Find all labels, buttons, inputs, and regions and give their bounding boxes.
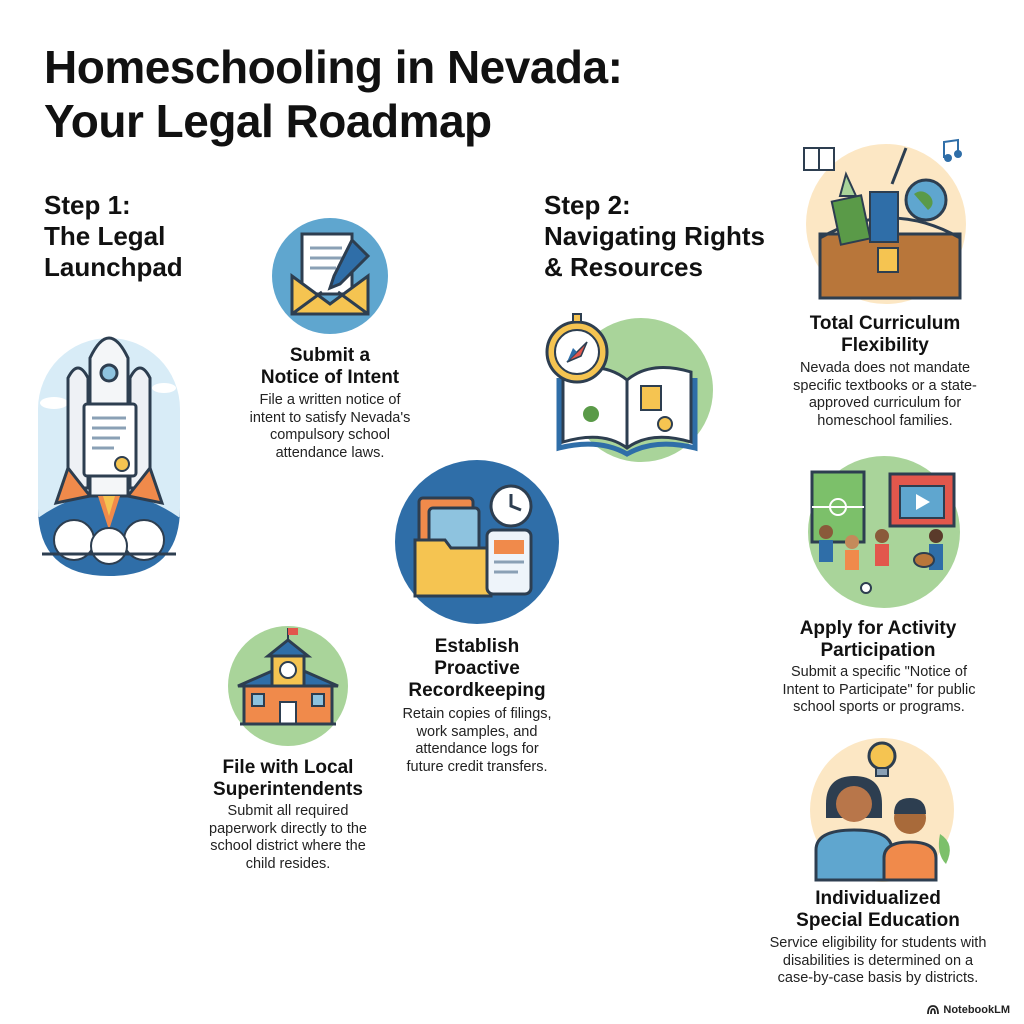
item-desc-notice-of-intent bbox=[230, 392, 430, 462]
item-desc-line: attendance logs for bbox=[415, 741, 539, 757]
step1-heading-line-2: The Legal bbox=[44, 221, 166, 251]
page-title-line-1: Homeschooling in Nevada: bbox=[44, 41, 623, 93]
item-desc-curriculum bbox=[770, 360, 1000, 430]
item-title-line: Flexibility bbox=[841, 335, 929, 356]
item-title-superintendents bbox=[188, 757, 388, 801]
brand-label: NotebookLM bbox=[943, 1004, 1010, 1016]
item-title-curriculum bbox=[778, 313, 992, 357]
item-title-line: Proactive bbox=[434, 658, 520, 679]
rocket-icon bbox=[34, 318, 184, 580]
item-desc-line: homeschool families. bbox=[817, 412, 953, 429]
item-desc-line: future credit transfers. bbox=[406, 758, 548, 775]
item-title-line: Total Curriculum bbox=[809, 313, 961, 334]
item-title-line: Participation bbox=[820, 640, 936, 661]
item-desc-line: child resides. bbox=[245, 855, 331, 872]
item-title-line: Recordkeeping bbox=[408, 680, 546, 701]
item-title-activity bbox=[778, 618, 978, 662]
step2-heading-line-3: & Resources bbox=[544, 252, 703, 282]
item-desc-line: Intent to Participate" for public bbox=[782, 681, 976, 698]
item-title-line: Submit a bbox=[289, 345, 371, 366]
school-building-icon bbox=[226, 624, 350, 748]
item-title-special-education bbox=[774, 888, 982, 932]
item-desc-line: Service eligibility for students with bbox=[769, 935, 987, 951]
item-desc-superintendents bbox=[186, 803, 390, 873]
item-desc-special-education bbox=[750, 935, 1006, 988]
item-desc-line: Submit a specific "Notice of bbox=[791, 664, 967, 680]
item-title-line: Apply for Activity bbox=[799, 618, 957, 639]
item-title-line: Notice of Intent bbox=[260, 367, 400, 388]
step1-heading-line-1: Step 1: bbox=[44, 190, 131, 220]
item-desc-line: specific textbooks or a state- bbox=[793, 377, 977, 394]
item-desc-line: disabilities is determined on a bbox=[782, 952, 974, 969]
step2-heading-line-1: Step 2: bbox=[544, 190, 631, 220]
teacher-student-icon bbox=[806, 734, 958, 880]
item-desc-line: intent to satisfy Nevada's bbox=[249, 409, 411, 426]
page-title bbox=[44, 40, 744, 148]
item-title-line: Establish bbox=[434, 636, 520, 657]
item-desc-line: paperwork directly to the bbox=[209, 820, 367, 837]
step2-heading bbox=[544, 190, 765, 283]
compass-book-icon bbox=[543, 302, 711, 466]
step2-heading-line-2: Navigating Rights bbox=[544, 221, 766, 251]
item-desc-line: work samples, and bbox=[416, 723, 538, 740]
envelope-document-icon bbox=[270, 216, 390, 336]
item-desc-line: school district where the bbox=[210, 838, 366, 854]
item-desc-line: school sports or programs. bbox=[793, 699, 965, 715]
item-desc-line: approved curriculum for bbox=[808, 395, 962, 411]
item-title-line: Individualized bbox=[815, 888, 941, 909]
item-desc-line: compulsory school bbox=[269, 427, 391, 443]
item-desc-recordkeeping bbox=[372, 706, 582, 776]
item-desc-line: case-by-case basis by districts. bbox=[777, 970, 979, 986]
step1-heading bbox=[44, 190, 183, 283]
page-title-line-2: Your Legal Roadmap bbox=[44, 95, 492, 147]
folders-clock-icon bbox=[393, 458, 561, 626]
item-desc-line: attendance laws. bbox=[275, 444, 385, 461]
treasure-chest-icon bbox=[796, 138, 972, 306]
item-title-line: Superintendents bbox=[213, 779, 363, 800]
item-desc-line: Retain copies of filings, bbox=[402, 706, 552, 722]
item-desc-line: Submit all required bbox=[227, 803, 349, 819]
activities-icon bbox=[806, 454, 962, 610]
item-title-line: File with Local bbox=[222, 757, 354, 778]
notebooklm-brand bbox=[927, 1004, 1010, 1016]
notebooklm-logo-icon bbox=[927, 1005, 939, 1015]
item-desc-line: Nevada does not mandate bbox=[799, 360, 971, 376]
item-desc-line: File a written notice of bbox=[259, 392, 401, 408]
item-desc-activity bbox=[768, 664, 990, 717]
item-title-recordkeeping bbox=[376, 636, 578, 702]
item-title-line: Special Education bbox=[796, 910, 960, 931]
step1-heading-line-3: Launchpad bbox=[44, 252, 183, 282]
item-title-notice-of-intent bbox=[232, 345, 428, 389]
